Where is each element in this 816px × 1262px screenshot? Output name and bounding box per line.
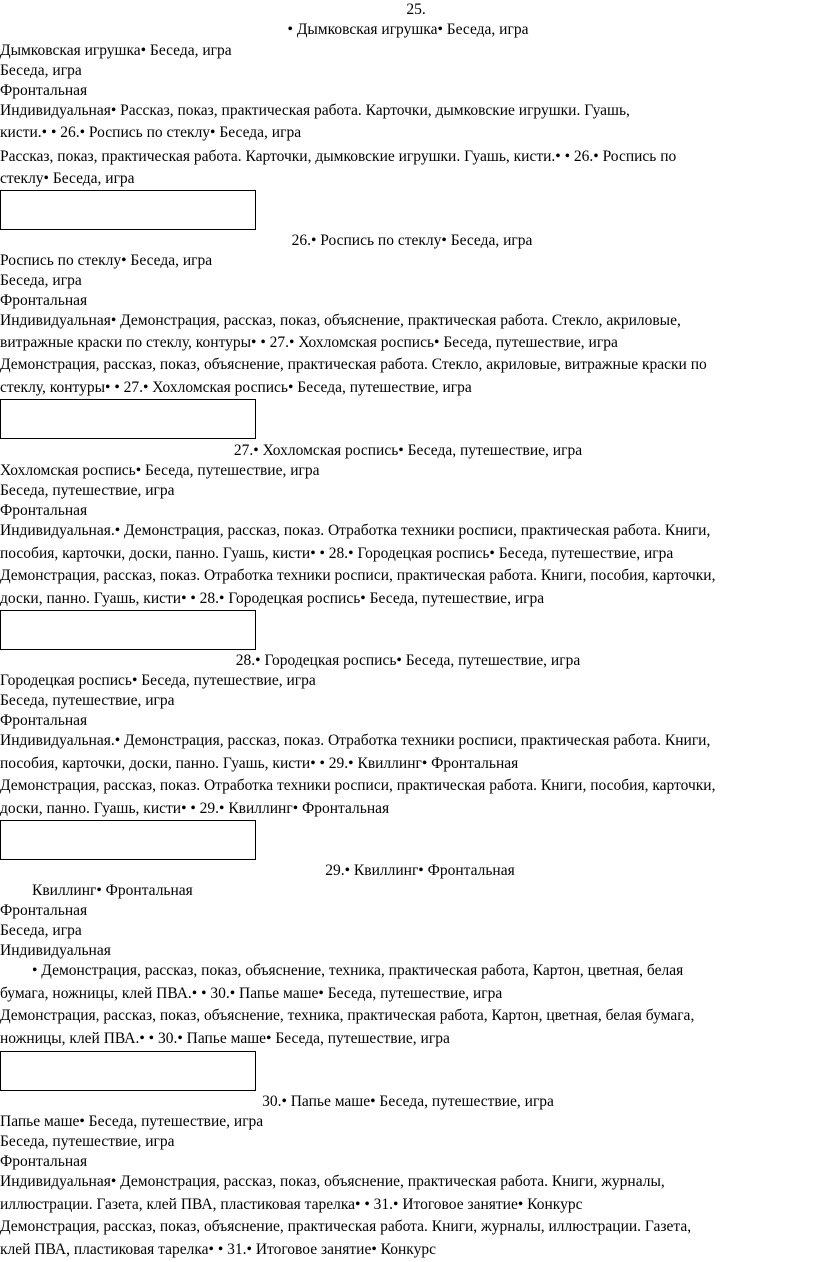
text-line: Фронтальная [0, 292, 88, 309]
heading-line: 29.• Квиллинг• Фронтальная [325, 862, 515, 879]
heading-line: 28.• Городецкая роспись• Беседа, путешествие, игра [235, 652, 581, 669]
text-line: Фронтальная [0, 502, 88, 519]
text-line: клей ПВА, пластиковая тарелка• • 31.• Итоговое занятие• Конкурс [0, 1241, 436, 1258]
text-line: витражные краски по стеклу, контуры• • 27.• Хохломская роспись• Беседа, путешествие, игра [0, 334, 618, 351]
text-line: Индивидуальная.• Демонстрация, рассказ, показ. Отработка техники росписи, практическая работа. Книги, [0, 522, 711, 539]
text-line: Городецкая роспись• Беседа, путешествие, игра [0, 672, 316, 689]
text-line: Фронтальная [0, 1153, 88, 1170]
text-line: Беседа, путешествие, игра [0, 692, 175, 709]
text-line: Индивидуальная.• Демонстрация, рассказ, показ. Отработка техники росписи, практическая работа. Книги, [0, 732, 711, 749]
text-line: Беседа, игра [0, 62, 82, 79]
text-line: Демонстрация, рассказ, показ, объяснение, практическая работа. Стекло, акриловые, витражные краски по [0, 356, 707, 373]
text-line: пособия, карточки, доски, панно. Гуашь, кисти• • 28.• Городецкая роспись• Беседа, путешествие, игра [0, 545, 674, 562]
text-line: Квиллинг• Фронтальная [32, 882, 193, 899]
text-line: ножницы, клей ПВА.• • 30.• Папье маше• Беседа, путешествие, игра [0, 1030, 450, 1047]
text-line: иллюстрации. Газета, клей ПВА, пластиковая тарелка• • 31.• Итоговое занятие• Конкурс [0, 1196, 583, 1213]
text-line: стеклу, контуры• • 27.• Хохломская роспись• Беседа, путешествие, игра [0, 379, 472, 396]
text-line: • Демонстрация, рассказ, показ, объяснение, техника, практическая работа, Картон, цветная, белая [32, 962, 684, 979]
empty-box [0, 190, 256, 230]
text-line: Папье маше• Беседа, путешествие, игра [0, 1113, 264, 1130]
text-line: доски, панно. Гуашь, кисти• • 28.• Городецкая роспись• Беседа, путешествие, игра [0, 590, 545, 607]
text-line: Демонстрация, рассказ, показ. Отработка техники росписи, практическая работа. Книги, пособия, карточки, [0, 567, 716, 584]
heading-line: 30.• Папье маше• Беседа, путешествие, игра [262, 1093, 554, 1110]
text-line: Дымковская игрушка• Беседа, игра [0, 42, 232, 59]
text-line: Демонстрация, рассказ, показ, объяснение, техника, практическая работа, Картон, цветная, белая бумага, [0, 1007, 695, 1024]
text-line: Беседа, игра [0, 922, 82, 939]
empty-box [0, 399, 256, 439]
text-line: Индивидуальная [0, 942, 111, 959]
text-line: Рассказ, показ, практическая работа. Карточки, дымковские игрушки. Гуашь, кисти.• • 26.• Роспись по [0, 148, 677, 165]
heading-line: 27.• Хохломская роспись• Беседа, путешествие, игра [233, 442, 583, 459]
empty-box [0, 820, 256, 860]
text-line: стеклу• Беседа, игра [0, 170, 135, 187]
page-number: 25. [406, 1, 426, 18]
text-line: пособия, карточки, доски, панно. Гуашь, кисти• • 29.• Квиллинг• Фронтальная [0, 755, 519, 772]
text-line: Беседа, путешествие, игра [0, 1133, 175, 1150]
text-line: Фронтальная [0, 82, 88, 99]
empty-box [0, 610, 256, 650]
text-line: Демонстрация, рассказ, показ. Отработка техники росписи, практическая работа. Книги, пособия, карточки, [0, 777, 716, 794]
heading-line: • Дымковская игрушка• Беседа, игра [287, 21, 529, 38]
text-line: Фронтальная [0, 712, 88, 729]
text-line: бумага, ножницы, клей ПВА.• • 30.• Папье маше• Беседа, путешествие, игра [0, 985, 503, 1002]
text-line: Фронтальная [0, 902, 88, 919]
text-line: Беседа, игра [0, 272, 82, 289]
text-line: Индивидуальная• Рассказ, показ, практическая работа. Карточки, дымковские игрушки. Гуашь, [0, 102, 630, 119]
text-line: Хохломская роспись• Беседа, путешествие, игра [0, 462, 320, 479]
text-line: доски, панно. Гуашь, кисти• • 29.• Квиллинг• Фронтальная [0, 800, 390, 817]
text-line: Беседа, путешествие, игра [0, 482, 175, 499]
empty-box [0, 1051, 256, 1091]
heading-line: 26.• Роспись по стеклу• Беседа, игра [291, 232, 533, 249]
text-line: кисти.• • 26.• Роспись по стеклу• Беседа, игра [0, 124, 302, 141]
text-line: Индивидуальная• Демонстрация, рассказ, показ, объяснение, практическая работа. Стекло, акриловые, [0, 312, 681, 329]
text-line: Индивидуальная• Демонстрация, рассказ, показ, объяснение, практическая работа. Книги, журналы, [0, 1173, 665, 1190]
text-line: Демонстрация, рассказ, показ, объяснение, практическая работа. Книги, журналы, иллюстрации. Газета, [0, 1218, 692, 1235]
text-line: Роспись по стеклу• Беседа, игра [0, 252, 213, 269]
